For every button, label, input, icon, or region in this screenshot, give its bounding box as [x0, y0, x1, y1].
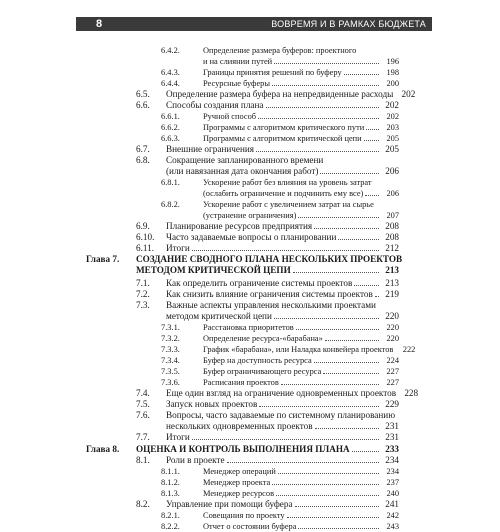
- section-title: Сокращение запланированного времени: [166, 155, 324, 165]
- toc-entry: [161, 122, 399, 133]
- dot-leader: [325, 333, 379, 341]
- section-number: 7.3.: [136, 300, 150, 310]
- toc-entry: [161, 188, 399, 199]
- section-title: Определение размера буфера на непредвиденные расходы: [166, 89, 394, 99]
- section-number: 7.5.: [136, 399, 150, 409]
- section-title: Вопросы, часто задаваемые по системному планированию: [166, 410, 396, 420]
- section-number: 7.3.4.: [161, 356, 180, 365]
- dot-leader: [259, 399, 379, 407]
- page-reference: 208: [385, 232, 399, 242]
- toc-entry: [136, 289, 399, 300]
- toc-entry: [136, 89, 416, 100]
- section-number: 6.7.: [136, 144, 150, 154]
- page-reference: 234: [385, 455, 399, 465]
- section-title: Итоги: [166, 243, 190, 253]
- page-reference: 202: [385, 100, 399, 110]
- section-title: Управление при помощи буфера: [166, 499, 293, 509]
- dot-leader: [344, 67, 379, 75]
- section-title: Ручной способ: [203, 112, 257, 121]
- chapter-title-line: [136, 265, 399, 276]
- page-reference: 220: [385, 311, 399, 321]
- section-number: 7.3.6.: [161, 378, 180, 387]
- dot-leader: [287, 510, 379, 518]
- toc-entry: [161, 177, 399, 188]
- page-reference: 203: [386, 123, 399, 132]
- page-reference: 219: [385, 289, 399, 299]
- chapter-title: СОЗДАНИЕ СВОДНОГО ПЛАНА НЕСКОЛЬКИХ ПРОЕКТОВ: [136, 254, 403, 264]
- page-reference: 205: [385, 144, 399, 154]
- dot-leader: [276, 488, 379, 496]
- section-title: Важные аспекты управления несколькими проектами: [166, 300, 376, 310]
- section-title: Расписания проектов: [203, 378, 279, 387]
- section-number: 7.7.: [136, 432, 150, 442]
- toc-entry: [136, 311, 399, 322]
- running-title: ВОВРЕМЯ И В РАМКАХ БЮДЖЕТА: [271, 19, 426, 29]
- section-title: Ускорение работ без влияния на уровень затрат: [203, 178, 372, 187]
- dot-leader: [298, 210, 379, 218]
- toc-entry: [161, 355, 399, 366]
- dot-leader: [366, 122, 379, 130]
- chapter-title-line: [136, 254, 403, 265]
- dot-leader: [192, 243, 379, 251]
- page-reference: 237: [386, 478, 399, 487]
- dot-leader: [338, 232, 379, 240]
- chapter-title-line: [136, 444, 399, 455]
- toc-entry: [161, 477, 399, 488]
- section-title: Менеджер операций: [203, 467, 276, 476]
- page-reference: 231: [385, 421, 399, 431]
- page-reference: 213: [385, 278, 399, 288]
- dot-leader: [192, 432, 379, 440]
- dot-leader: [314, 221, 379, 229]
- toc-entry: [136, 232, 399, 243]
- toc-entry: [161, 488, 399, 499]
- dot-leader: [278, 466, 379, 474]
- page-reference: 227: [386, 367, 399, 376]
- section-number: 8.1.: [136, 455, 150, 465]
- section-title: Определение ресурса-«барабана»: [203, 334, 323, 343]
- toc-entry: [136, 432, 399, 443]
- page-reference: 196: [386, 57, 399, 66]
- section-title: Способы создания плана: [166, 100, 264, 110]
- toc-entry: [136, 166, 399, 177]
- page-reference: 222: [402, 345, 416, 354]
- section-number: 7.3.5.: [161, 367, 180, 376]
- dot-leader: [375, 289, 379, 297]
- page-reference: 241: [385, 499, 399, 509]
- toc-entry: [136, 410, 399, 421]
- toc-entry: [161, 521, 399, 532]
- toc-entry: [161, 344, 416, 355]
- section-title: Определение размера буферов: проектного: [203, 46, 357, 55]
- toc-entry: [161, 333, 399, 344]
- section-number: 7.4.: [136, 388, 150, 398]
- section-title: Совещания по проекту: [203, 511, 285, 520]
- toc-entry: [161, 56, 399, 67]
- section-title: Ускорение работ с увеличением затрат на сырье: [203, 200, 374, 209]
- section-number: 8.1.2.: [161, 478, 180, 487]
- section-title: Буфер на доступность ресурса: [203, 356, 312, 365]
- toc-entry: [136, 499, 399, 510]
- section-number: 6.8.: [136, 155, 150, 165]
- page-reference: 220: [386, 334, 399, 343]
- section-title: Менеджер ресурсов: [203, 489, 275, 498]
- section-number: 6.10.: [136, 232, 155, 242]
- section-title: Отчет о состоянии буфера: [203, 522, 297, 531]
- page-reference: 202: [386, 112, 399, 121]
- section-number: 8.2.1.: [161, 511, 180, 520]
- section-number: 6.4.2.: [161, 46, 180, 55]
- section-number: 7.2.: [136, 289, 150, 299]
- section-title: Внешние ограничения: [166, 144, 255, 154]
- dot-leader: [227, 455, 379, 463]
- toc-entry: [161, 322, 399, 333]
- section-title: Программы с алгоритмом критического пути: [203, 123, 365, 132]
- page-reference: 242: [386, 511, 399, 520]
- section-number: 8.2.2.: [161, 522, 180, 531]
- toc-entry: [136, 144, 399, 155]
- section-title: и на слиянии путей: [203, 57, 273, 66]
- dot-leader: [354, 278, 379, 286]
- page-reference: 206: [385, 166, 399, 176]
- page-reference: 228: [404, 388, 419, 398]
- chapter-title: ОЦЕНКА И КОНТРОЛЬ ВЫПОЛНЕНИЯ ПЛАНА: [136, 444, 350, 454]
- section-title: методом критической цепи: [166, 311, 272, 321]
- page-reference: 224: [386, 356, 399, 365]
- dot-leader: [258, 111, 379, 119]
- section-title: Итоги: [166, 432, 190, 442]
- chapter-page: 233: [385, 444, 399, 454]
- dot-leader: [296, 322, 379, 330]
- page-reference: 206: [386, 189, 399, 198]
- toc-entry: [161, 67, 399, 78]
- section-number: 8.2.: [136, 499, 150, 509]
- section-number: 6.6.3.: [161, 134, 180, 143]
- section-number: 7.3.3.: [161, 345, 180, 354]
- section-title: Запуск новых проектов: [166, 399, 258, 409]
- section-title: Еще один взгляд на ограничение одновременных проектов: [166, 388, 397, 398]
- page-reference: 200: [386, 79, 399, 88]
- dot-leader: [323, 366, 379, 374]
- toc-entry: [136, 455, 399, 466]
- dot-leader: [364, 133, 379, 141]
- dot-leader: [315, 421, 379, 429]
- dot-leader: [272, 477, 379, 485]
- section-title: (ослабить ограничение и подчинить ему все): [203, 189, 364, 198]
- page-reference: 202: [401, 89, 416, 99]
- dot-leader: [272, 78, 379, 86]
- chapter-label: Глава 8.: [86, 444, 120, 454]
- section-number: 6.8.2.: [161, 200, 180, 209]
- toc-entry: [161, 210, 399, 221]
- dot-leader: [298, 521, 379, 529]
- page-reference: 227: [386, 378, 399, 387]
- dot-leader: [274, 311, 379, 319]
- toc-entry: [136, 388, 419, 399]
- dot-leader: [352, 444, 379, 452]
- section-number: 6.8.1.: [161, 178, 180, 187]
- section-title: Программы с алгоритмом критической цепи: [203, 134, 362, 143]
- page-reference: 220: [386, 323, 399, 332]
- toc-entry: [161, 466, 399, 477]
- toc-entry: [136, 243, 399, 254]
- dot-leader: [314, 355, 379, 363]
- dot-leader: [256, 144, 379, 152]
- section-title: Границы принятия решений по буферу: [203, 68, 342, 77]
- page-reference: 240: [386, 489, 399, 498]
- dot-leader: [293, 265, 379, 273]
- section-number: 7.3.1.: [161, 323, 180, 332]
- toc-entry: [161, 111, 399, 122]
- chapter-title: МЕТОДОМ КРИТИЧЕСКОЙ ЦЕПИ: [136, 265, 291, 275]
- chapter-page: 213: [385, 265, 399, 275]
- toc-entry: [161, 377, 399, 388]
- chapter-label: Глава 7.: [86, 254, 120, 264]
- section-number: 7.3.2.: [161, 334, 180, 343]
- toc-entry: [136, 278, 399, 289]
- dot-leader: [295, 499, 379, 507]
- section-title: Часто задаваемые вопросы о планировании: [166, 232, 337, 242]
- toc-entry: [161, 78, 399, 89]
- section-number: 6.11.: [136, 243, 155, 253]
- dot-leader: [274, 56, 379, 64]
- toc-entry: [136, 221, 399, 232]
- dot-leader: [320, 166, 379, 174]
- section-number: 6.4.4.: [161, 79, 180, 88]
- dot-leader: [365, 188, 379, 196]
- page-reference: 205: [386, 134, 399, 143]
- section-number: 6.6.2.: [161, 123, 180, 132]
- section-title: Как определить ограничение системы проектов: [166, 278, 353, 288]
- section-number: 7.6.: [136, 410, 150, 420]
- page-reference: 234: [386, 467, 399, 476]
- section-title: нескольких одновременных проектов: [166, 421, 313, 431]
- toc-entry: [161, 510, 399, 521]
- toc-entry: [136, 399, 399, 410]
- toc-entry: [136, 100, 399, 111]
- toc-entry: [161, 199, 399, 210]
- section-title: Роли в проекте: [166, 455, 225, 465]
- dot-leader: [266, 100, 379, 108]
- page-reference: 229: [385, 399, 399, 409]
- section-title: Как снизить влияние ограничения системы проектов: [166, 289, 373, 299]
- dot-leader: [281, 377, 379, 385]
- page-reference: 198: [386, 68, 399, 77]
- section-number: 6.5.: [136, 89, 150, 99]
- section-title: Расстановка приоритетов: [203, 323, 294, 332]
- page-reference: 207: [386, 211, 399, 220]
- page-reference: 208: [385, 221, 399, 231]
- section-title: Планирование ресурсов предприятия: [166, 221, 313, 231]
- toc-entry: [161, 45, 399, 56]
- toc-entry: [136, 300, 399, 311]
- page-reference: 212: [385, 243, 399, 253]
- section-title: Ресурсные буферы: [203, 79, 270, 88]
- section-number: 8.1.3.: [161, 489, 180, 498]
- section-number: 6.4.3.: [161, 68, 180, 77]
- toc-entry: [161, 366, 399, 377]
- section-number: 8.1.1.: [161, 467, 180, 476]
- section-title: Буфер ограничивающего ресурса: [203, 367, 322, 376]
- section-title: График «барабана», или Наладка конвейера проектов: [203, 345, 394, 354]
- section-number: 7.1.: [136, 278, 150, 288]
- section-title: Менеджер проекта: [203, 478, 271, 487]
- section-number: 6.6.: [136, 100, 150, 110]
- section-title: (или навязанная дата окончания работ): [166, 166, 319, 176]
- toc-entry: [136, 155, 399, 166]
- section-number: 6.9.: [136, 221, 150, 231]
- section-title: (устранение ограничения): [203, 211, 297, 220]
- section-number: 6.6.1.: [161, 112, 180, 121]
- page-reference: 243: [386, 522, 399, 531]
- page-number: 8: [96, 18, 103, 30]
- page-reference: 231: [385, 432, 399, 442]
- toc-entry: [161, 133, 399, 144]
- toc-entry: [136, 421, 399, 432]
